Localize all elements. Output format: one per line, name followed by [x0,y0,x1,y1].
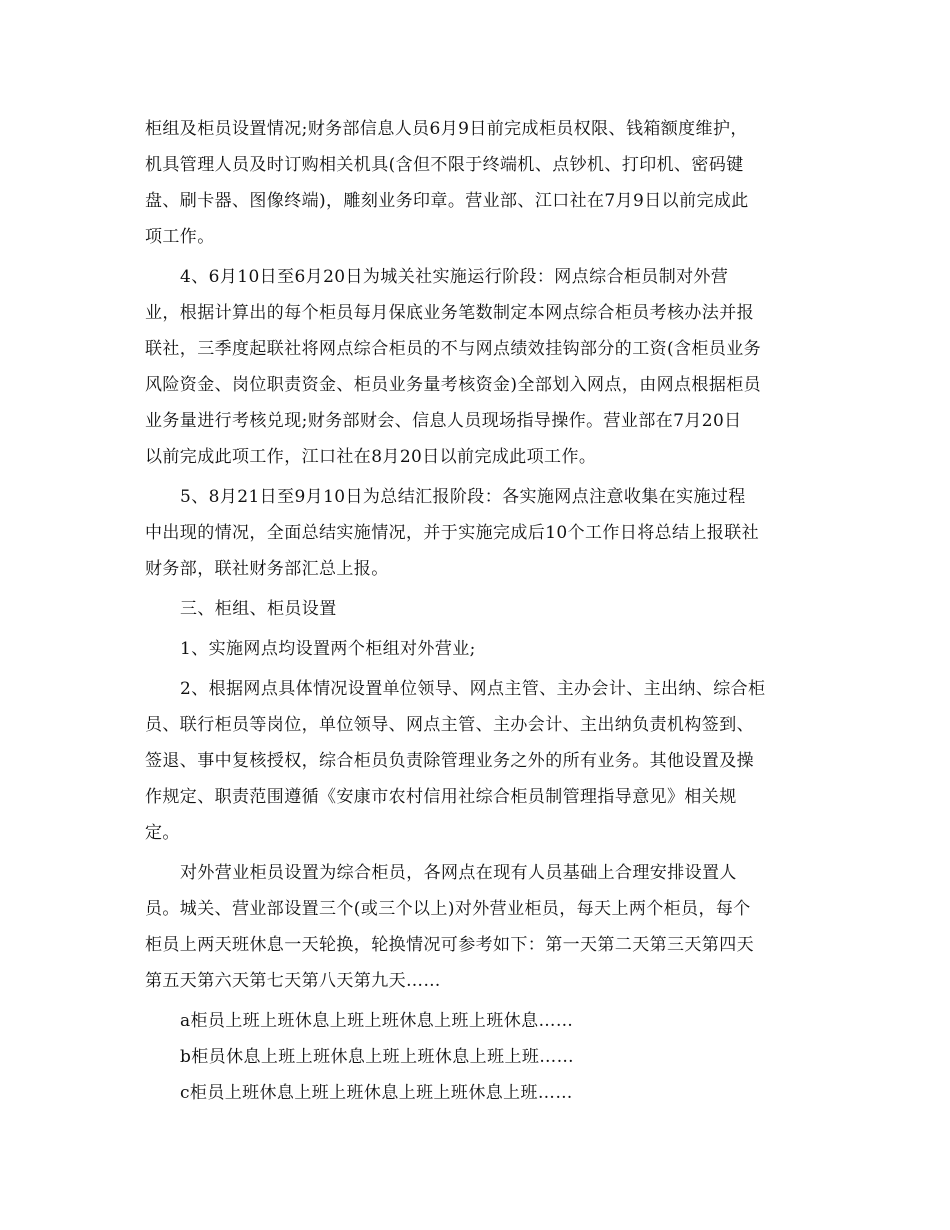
text-line: 柜员上两天班休息一天轮换，轮换情况可参考如下：第一天第二天第三天第四天 [145,935,754,955]
text-line: 签退、事中复核授权，综合柜员负责除管理业务之外的所有业务。其他设置及操 [145,751,754,771]
text-line: 第五天第六天第七天第八天第九天…… [145,971,441,991]
text-line: 项工作。 [145,227,215,247]
text-line: 定。 [145,823,180,843]
schedule-row-c: c柜员上班休息上班上班休息上班上班休息上班…… [180,1083,573,1103]
paragraph-first-line: 4、6月10日至6月20日为城关社实施运行阶段：网点综合柜员制对外营 [180,267,729,287]
schedule-row-a: a柜员上班上班休息上班上班休息上班上班休息…… [180,1011,574,1031]
text-line: 柜组及柜员设置情况;财务部信息人员6月9日前完成柜员权限、钱箱额度维护， [145,119,748,139]
text-line: 以前完成此项工作，江口社在8月20日以前完成此项工作。 [145,447,597,467]
section-heading: 三、柜组、柜员设置 [180,599,337,619]
text-line: 业务量进行考核兑现;财务部财会、信息人员现场指导操作。营业部在7月20日 [145,411,742,431]
text-line: 财务部，联社财务部汇总上报。 [145,559,389,579]
text-line: 联社，三季度起联社将网点综合柜员的不与网点绩效挂钩部分的工资(含柜员业务 [145,339,762,359]
text-line: 业，根据计算出的每个柜员每月保底业务笔数制定本网点综合柜员考核办法并报 [145,303,754,323]
text-line: 员、联行柜员等岗位，单位领导、网点主管、主办会计、主出纳负责机构签到、 [145,715,754,735]
text-line: 机具管理人员及时订购相关机具(含但不限于终端机、点钞机、打印机、密码键 [145,155,744,175]
text-line: 作规定、职责范围遵循《安康市农村信用社综合柜员制管理指导意见》相关规 [145,787,737,807]
text-line: 盘、刷卡器、图像终端)，雕刻业务印章。营业部、江口社在7月9日以前完成此 [145,191,749,211]
text-line: 风险资金、岗位职责资金、柜员业务量考核资金)全部划入网点，由网点根据柜员 [145,375,762,395]
text-line: 中出现的情况，全面总结实施情况，并于实施完成后10个工作日将总结上报联社 [145,523,760,543]
paragraph-first-line: 2、根据网点具体情况设置单位领导、网点主管、主办会计、主出纳、综合柜 [180,679,766,699]
schedule-row-b: b柜员休息上班上班休息上班上班休息上班上班…… [180,1047,575,1067]
text-line: 员。城关、营业部设置三个(或三个以上)对外营业柜员，每天上两个柜员，每个 [145,899,751,919]
paragraph-first-line: 5、8月21日至9月10日为总结汇报阶段：各实施网点注意收集在实施过程 [180,487,746,507]
paragraph-first-line: 对外营业柜员设置为综合柜员，各网点在现有人员基础上合理安排设置人 [180,863,737,883]
paragraph-first-line: 1、实施网点均设置两个柜组对外营业; [180,639,476,659]
